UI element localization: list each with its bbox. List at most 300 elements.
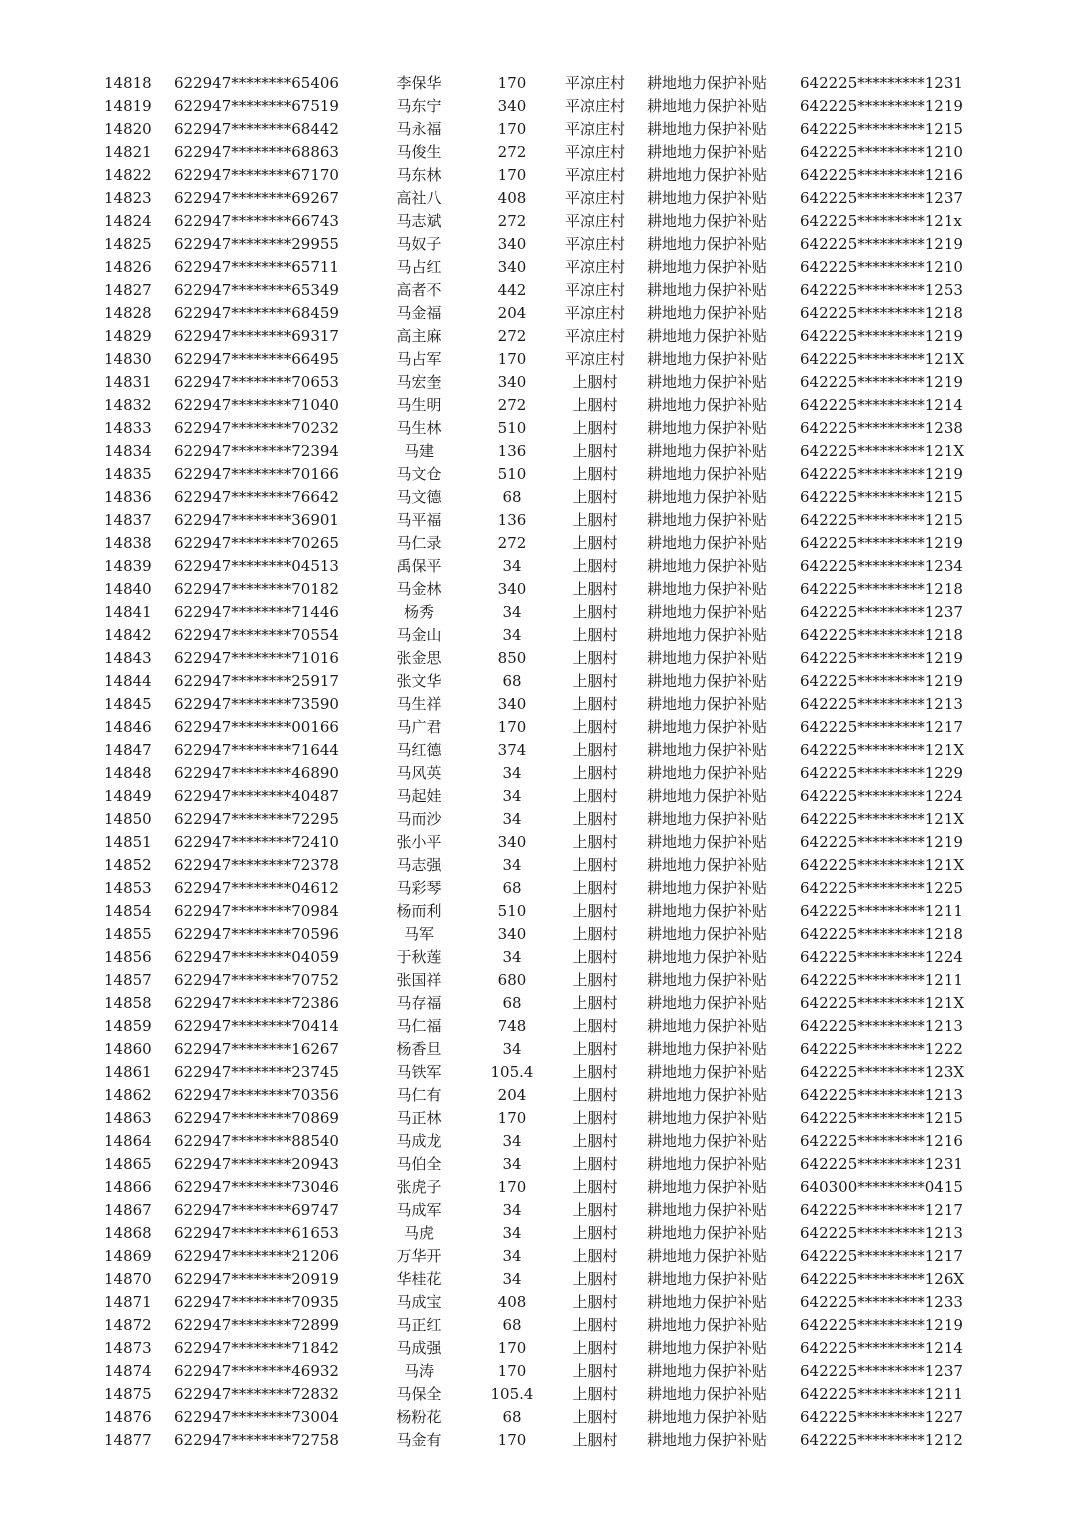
row-number: 14835 (104, 465, 152, 483)
subsidy-type: 耕地地力保护补贴 (646, 833, 767, 851)
row-number: 14848 (104, 764, 152, 782)
account-number: 622947********73046 (174, 1178, 339, 1196)
recipient-name: 马正红 (396, 1316, 442, 1334)
recipient-name: 马奴子 (396, 235, 442, 253)
village-name: 上胭村 (572, 626, 618, 644)
account-number: 622947********36901 (174, 511, 339, 529)
subsidy-amount: 68 (502, 672, 522, 690)
id-number: 642225*********1215 (800, 488, 963, 506)
subsidy-type: 耕地地力保护补贴 (646, 442, 767, 460)
village-name: 平凉庄村 (564, 235, 625, 253)
account-number: 622947********70869 (174, 1109, 339, 1127)
recipient-name: 马铁军 (396, 1063, 442, 1081)
account-number: 622947********88540 (174, 1132, 339, 1150)
recipient-name: 杨粉花 (396, 1408, 442, 1426)
subsidy-amount: 510 (497, 465, 527, 483)
subsidy-amount: 340 (497, 258, 527, 276)
village-name: 平凉庄村 (564, 74, 625, 92)
id-number: 642225*********1211 (800, 902, 963, 920)
row-number: 14824 (104, 212, 152, 230)
subsidy-type: 耕地地力保护补贴 (646, 787, 767, 805)
subsidy-amount: 105.4 (490, 1385, 534, 1403)
subsidy-amount: 272 (497, 534, 527, 552)
subsidy-type: 耕地地力保护补贴 (646, 1040, 767, 1058)
account-number: 622947********25917 (174, 672, 339, 690)
recipient-name: 杨而利 (396, 902, 442, 920)
subsidy-amount: 272 (497, 396, 527, 414)
table-row (96, 509, 1020, 532)
row-number: 14822 (104, 166, 152, 184)
subsidy-type: 耕地地力保护补贴 (646, 1063, 767, 1081)
subsidy-amount: 204 (497, 1086, 527, 1104)
row-number: 14842 (104, 626, 152, 644)
table-row (96, 555, 1020, 578)
recipient-name: 马俊生 (396, 143, 442, 161)
village-name: 平凉庄村 (564, 166, 625, 184)
subsidy-amount: 170 (497, 1431, 527, 1449)
subsidy-amount: 34 (502, 764, 522, 782)
subsidy-amount: 34 (502, 1270, 522, 1288)
row-number: 14845 (104, 695, 152, 713)
row-number: 14831 (104, 373, 152, 391)
subsidy-type: 耕地地力保护补贴 (646, 1339, 767, 1357)
subsidy-type: 耕地地力保护补贴 (646, 902, 767, 920)
id-number: 642225*********1219 (800, 235, 963, 253)
account-number: 622947********70596 (174, 925, 339, 943)
row-number: 14828 (104, 304, 152, 322)
row-number: 14837 (104, 511, 152, 529)
id-number: 642225*********1237 (800, 189, 963, 207)
village-name: 上胭村 (572, 603, 618, 621)
id-number: 642225*********1211 (800, 971, 963, 989)
row-number: 14850 (104, 810, 152, 828)
row-number: 14854 (104, 902, 152, 920)
subsidy-type: 耕地地力保护补贴 (646, 580, 767, 598)
row-number: 14852 (104, 856, 152, 874)
village-name: 上胭村 (572, 1040, 618, 1058)
subsidy-type: 耕地地力保护补贴 (646, 373, 767, 391)
table-row (96, 877, 1020, 900)
recipient-name: 马东宁 (396, 97, 442, 115)
account-number: 622947********66743 (174, 212, 339, 230)
recipient-name: 马成龙 (396, 1132, 442, 1150)
row-number: 14877 (104, 1431, 152, 1449)
recipient-name: 华桂花 (396, 1270, 442, 1288)
subsidy-type: 耕地地力保护补贴 (646, 856, 767, 874)
id-number: 642225*********1217 (800, 718, 963, 736)
subsidy-amount: 170 (497, 74, 527, 92)
id-number: 642225*********1213 (800, 1086, 963, 1104)
subsidy-type: 耕地地力保护补贴 (646, 212, 767, 230)
village-name: 上胭村 (572, 1316, 618, 1334)
village-name: 上胭村 (572, 1132, 618, 1150)
village-name: 上胭村 (572, 442, 618, 460)
table-row (96, 118, 1020, 141)
recipient-name: 禹保平 (396, 557, 442, 575)
village-name: 上胭村 (572, 1293, 618, 1311)
village-name: 上胭村 (572, 1017, 618, 1035)
subsidy-amount: 408 (497, 189, 527, 207)
village-name: 上胭村 (572, 1385, 618, 1403)
table-row (96, 1360, 1020, 1383)
id-number: 642225*********1219 (800, 373, 963, 391)
id-number: 642225*********1216 (800, 1132, 963, 1150)
village-name: 平凉庄村 (564, 281, 625, 299)
recipient-name: 马仁福 (396, 1017, 442, 1035)
recipient-name: 马涛 (403, 1362, 434, 1380)
subsidy-amount: 340 (497, 925, 527, 943)
subsidy-amount: 68 (502, 1316, 522, 1334)
account-number: 622947********67519 (174, 97, 339, 115)
account-number: 622947********71016 (174, 649, 339, 667)
village-name: 上胭村 (572, 373, 618, 391)
table-row (96, 1015, 1020, 1038)
account-number: 622947********70414 (174, 1017, 339, 1035)
id-number: 642225*********1227 (800, 1408, 963, 1426)
table-row (96, 624, 1020, 647)
id-number: 642225*********121X (800, 350, 965, 368)
account-number: 622947********70653 (174, 373, 339, 391)
table-row (96, 762, 1020, 785)
row-number: 14864 (104, 1132, 152, 1150)
recipient-name: 马金林 (396, 580, 442, 598)
table-row (96, 785, 1020, 808)
row-number: 14868 (104, 1224, 152, 1242)
row-number: 14844 (104, 672, 152, 690)
subsidy-amount: 340 (497, 580, 527, 598)
row-number: 14866 (104, 1178, 152, 1196)
subsidy-type: 耕地地力保护补贴 (646, 488, 767, 506)
recipient-name: 马正林 (396, 1109, 442, 1127)
subsidy-type: 耕地地力保护补贴 (646, 626, 767, 644)
row-number: 14823 (104, 189, 152, 207)
table-row (96, 693, 1020, 716)
village-name: 平凉庄村 (564, 304, 625, 322)
subsidy-type: 耕地地力保护补贴 (646, 350, 767, 368)
subsidy-type: 耕地地力保护补贴 (646, 235, 767, 253)
row-number: 14874 (104, 1362, 152, 1380)
id-number: 642225*********1214 (800, 396, 963, 414)
subsidy-type: 耕地地力保护补贴 (646, 557, 767, 575)
table-row (96, 1429, 1020, 1452)
recipient-name: 马东林 (396, 166, 442, 184)
account-number: 622947********69317 (174, 327, 339, 345)
village-name: 平凉庄村 (564, 212, 625, 230)
id-number: 642225*********1219 (800, 465, 963, 483)
village-name: 上胭村 (572, 1201, 618, 1219)
id-number: 642225*********1219 (800, 672, 963, 690)
recipient-name: 张文华 (396, 672, 442, 690)
subsidy-type: 耕地地力保护补贴 (646, 1270, 767, 1288)
row-number: 14847 (104, 741, 152, 759)
id-number: 642225*********1217 (800, 1201, 963, 1219)
row-number: 14867 (104, 1201, 152, 1219)
table-row (96, 923, 1020, 946)
id-number: 642225*********121X (800, 994, 965, 1012)
table-row (96, 256, 1020, 279)
recipient-name: 马起娃 (396, 787, 442, 805)
id-number: 642225*********1219 (800, 1316, 963, 1334)
account-number: 622947********65406 (174, 74, 339, 92)
subsidy-amount: 68 (502, 1408, 522, 1426)
subsidy-amount: 170 (497, 1178, 527, 1196)
village-name: 上胭村 (572, 718, 618, 736)
village-name: 上胭村 (572, 994, 618, 1012)
village-name: 上胭村 (572, 856, 618, 874)
recipient-name: 马金福 (396, 304, 442, 322)
id-number: 642225*********1216 (800, 166, 963, 184)
row-number: 14836 (104, 488, 152, 506)
recipient-name: 马金有 (396, 1431, 442, 1449)
village-name: 平凉庄村 (564, 120, 625, 138)
subsidy-amount: 340 (497, 695, 527, 713)
table-row (96, 1337, 1020, 1360)
subsidy-type: 耕地地力保护补贴 (646, 534, 767, 552)
table-row (96, 325, 1020, 348)
subsidy-amount: 340 (497, 235, 527, 253)
row-number: 14840 (104, 580, 152, 598)
row-number: 14849 (104, 787, 152, 805)
subsidy-type: 耕地地力保护补贴 (646, 419, 767, 437)
table-row (96, 1061, 1020, 1084)
id-number: 642225*********1219 (800, 534, 963, 552)
subsidy-type: 耕地地力保护补贴 (646, 1362, 767, 1380)
recipient-name: 马建 (403, 442, 434, 460)
subsidy-type: 耕地地力保护补贴 (646, 1132, 767, 1150)
recipient-name: 马宏奎 (396, 373, 442, 391)
village-name: 上胭村 (572, 971, 618, 989)
subsidy-amount: 170 (497, 350, 527, 368)
id-number: 642225*********1222 (800, 1040, 963, 1058)
subsidy-amount: 272 (497, 143, 527, 161)
id-number: 642225*********1211 (800, 1385, 963, 1403)
table-row (96, 969, 1020, 992)
village-name: 平凉庄村 (564, 350, 625, 368)
subsidy-type: 耕地地力保护补贴 (646, 258, 767, 276)
village-name: 上胭村 (572, 1270, 618, 1288)
account-number: 622947********00166 (174, 718, 339, 736)
id-number: 642225*********123X (800, 1063, 965, 1081)
id-number: 642225*********121X (800, 442, 965, 460)
subsidy-type: 耕地地力保护补贴 (646, 810, 767, 828)
subsidy-amount: 34 (502, 856, 522, 874)
recipient-name: 马仁录 (396, 534, 442, 552)
subsidy-amount: 68 (502, 488, 522, 506)
table-row (96, 1107, 1020, 1130)
recipient-name: 李保华 (396, 74, 442, 92)
id-number: 642225*********1233 (800, 1293, 963, 1311)
account-number: 622947********04612 (174, 879, 339, 897)
subsidy-type: 耕地地力保护补贴 (646, 120, 767, 138)
subsidy-type: 耕地地力保护补贴 (646, 189, 767, 207)
row-number: 14865 (104, 1155, 152, 1173)
id-number: 642225*********1219 (800, 327, 963, 345)
row-number: 14851 (104, 833, 152, 851)
id-number: 642225*********1218 (800, 626, 963, 644)
row-number: 14834 (104, 442, 152, 460)
recipient-name: 高者不 (396, 281, 442, 299)
village-name: 上胭村 (572, 741, 618, 759)
recipient-name: 马平福 (396, 511, 442, 529)
account-number: 622947********70166 (174, 465, 339, 483)
subsidy-type: 耕地地力保护补贴 (646, 1385, 767, 1403)
village-name: 上胭村 (572, 488, 618, 506)
account-number: 622947********04059 (174, 948, 339, 966)
table-row (96, 1268, 1020, 1291)
id-number: 642225*********1212 (800, 1431, 963, 1449)
id-number: 642225*********1237 (800, 603, 963, 621)
subsidy-type: 耕地地力保护补贴 (646, 971, 767, 989)
row-number: 14838 (104, 534, 152, 552)
table-row (96, 854, 1020, 877)
village-name: 上胭村 (572, 1086, 618, 1104)
row-number: 14869 (104, 1247, 152, 1265)
subsidy-amount: 34 (502, 1201, 522, 1219)
row-number: 14861 (104, 1063, 152, 1081)
id-number: 642225*********1253 (800, 281, 963, 299)
subsidy-amount: 34 (502, 810, 522, 828)
account-number: 622947********68459 (174, 304, 339, 322)
table-row (96, 141, 1020, 164)
id-number: 642225*********1218 (800, 580, 963, 598)
recipient-name: 马生林 (396, 419, 442, 437)
subsidy-type: 耕地地力保护补贴 (646, 1431, 767, 1449)
recipient-name: 马志强 (396, 856, 442, 874)
subsidy-amount: 442 (497, 281, 527, 299)
subsidy-amount: 340 (497, 833, 527, 851)
account-number: 622947********23745 (174, 1063, 339, 1081)
table-body (96, 72, 1020, 1452)
row-number: 14862 (104, 1086, 152, 1104)
row-number: 14870 (104, 1270, 152, 1288)
table-row (96, 1038, 1020, 1061)
account-number: 622947********46890 (174, 764, 339, 782)
subsidy-type: 耕地地力保护补贴 (646, 304, 767, 322)
subsidy-type: 耕地地力保护补贴 (646, 925, 767, 943)
village-name: 平凉庄村 (564, 189, 625, 207)
id-number: 642225*********1219 (800, 833, 963, 851)
recipient-name: 马彩琴 (396, 879, 442, 897)
row-number: 14841 (104, 603, 152, 621)
account-number: 622947********65711 (174, 258, 339, 276)
village-name: 平凉庄村 (564, 143, 625, 161)
table-row (96, 1176, 1020, 1199)
table-row (96, 1222, 1020, 1245)
subsidy-amount: 170 (497, 1109, 527, 1127)
village-name: 上胭村 (572, 1408, 618, 1426)
table-row (96, 417, 1020, 440)
row-number: 14855 (104, 925, 152, 943)
village-name: 上胭村 (572, 948, 618, 966)
id-number: 642225*********1217 (800, 1247, 963, 1265)
table-row (96, 1130, 1020, 1153)
account-number: 622947********70752 (174, 971, 339, 989)
subsidy-type: 耕地地力保护补贴 (646, 672, 767, 690)
table-row (96, 578, 1020, 601)
id-number: 642225*********1224 (800, 787, 963, 805)
subsidy-type: 耕地地力保护补贴 (646, 1408, 767, 1426)
account-number: 622947********73590 (174, 695, 339, 713)
id-number: 642225*********1215 (800, 120, 963, 138)
account-number: 622947********65349 (174, 281, 339, 299)
row-number: 14871 (104, 1293, 152, 1311)
account-number: 622947********20943 (174, 1155, 339, 1173)
recipient-name: 马成宝 (396, 1293, 442, 1311)
subsidy-amount: 510 (497, 419, 527, 437)
account-number: 622947********71644 (174, 741, 339, 759)
subsidy-type: 耕地地力保护补贴 (646, 1086, 767, 1104)
id-number: 642225*********1214 (800, 1339, 963, 1357)
recipient-name: 马而沙 (396, 810, 442, 828)
village-name: 上胭村 (572, 1224, 618, 1242)
subsidy-amount: 748 (497, 1017, 527, 1035)
account-number: 622947********72758 (174, 1431, 339, 1449)
table-row (96, 210, 1020, 233)
account-number: 622947********20919 (174, 1270, 339, 1288)
village-name: 上胭村 (572, 419, 618, 437)
account-number: 622947********70265 (174, 534, 339, 552)
subsidy-amount: 68 (502, 879, 522, 897)
village-name: 上胭村 (572, 902, 618, 920)
subsidy-type: 耕地地力保护补贴 (646, 281, 767, 299)
row-number: 14832 (104, 396, 152, 414)
village-name: 上胭村 (572, 810, 618, 828)
subsidy-amount: 340 (497, 97, 527, 115)
table-row (96, 72, 1020, 95)
row-number: 14833 (104, 419, 152, 437)
recipient-name: 张国祥 (396, 971, 442, 989)
recipient-name: 马成强 (396, 1339, 442, 1357)
id-number: 642225*********1215 (800, 511, 963, 529)
subsidy-amount: 105.4 (490, 1063, 534, 1081)
subsidy-type: 耕地地力保护补贴 (646, 465, 767, 483)
recipient-name: 马成军 (396, 1201, 442, 1219)
village-name: 上胭村 (572, 1155, 618, 1173)
id-number: 642225*********1213 (800, 1017, 963, 1035)
table-row (96, 1199, 1020, 1222)
subsidy-type: 耕地地力保护补贴 (646, 1316, 767, 1334)
row-number: 14820 (104, 120, 152, 138)
id-number: 642225*********1219 (800, 97, 963, 115)
subsidy-amount: 170 (497, 120, 527, 138)
village-name: 上胭村 (572, 1178, 618, 1196)
subsidy-amount: 34 (502, 787, 522, 805)
account-number: 622947********40487 (174, 787, 339, 805)
subsidy-amount: 34 (502, 1247, 522, 1265)
table-row (96, 601, 1020, 624)
table-row (96, 440, 1020, 463)
table-row (96, 187, 1020, 210)
account-number: 622947********72394 (174, 442, 339, 460)
village-name: 上胭村 (572, 1362, 618, 1380)
subsidy-type: 耕地地力保护补贴 (646, 166, 767, 184)
subsidy-amount: 272 (497, 212, 527, 230)
village-name: 上胭村 (572, 787, 618, 805)
row-number: 14860 (104, 1040, 152, 1058)
table-row (96, 1314, 1020, 1337)
subsidy-type: 耕地地力保护补贴 (646, 879, 767, 897)
row-number: 14839 (104, 557, 152, 575)
recipient-name: 杨秀 (403, 603, 434, 621)
subsidy-type: 耕地地力保护补贴 (646, 511, 767, 529)
id-number: 642225*********1215 (800, 1109, 963, 1127)
subsidy-type: 耕地地力保护补贴 (646, 1178, 767, 1196)
row-number: 14872 (104, 1316, 152, 1334)
village-name: 上胭村 (572, 764, 618, 782)
village-name: 上胭村 (572, 833, 618, 851)
village-name: 上胭村 (572, 1431, 618, 1449)
table-row (96, 946, 1020, 969)
